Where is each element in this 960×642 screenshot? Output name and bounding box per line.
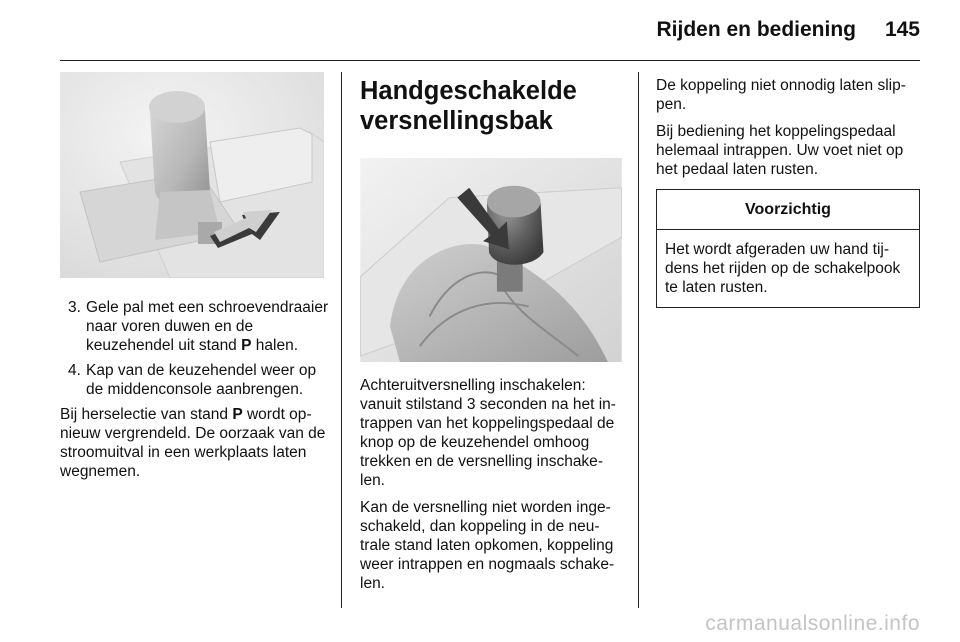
body-paragraph: Bij bediening het koppelingspedaal helemaal intrappen. Uw voet niet op het pedaal laten rusten. bbox=[656, 123, 904, 178]
step-number: 3. bbox=[68, 299, 81, 316]
body-paragraph bbox=[60, 405, 330, 481]
paragraph-text-end: wordt opnieuw vergrendeld. De oorzaak van de stroomuitval in een werkplaats laten wegnemen. bbox=[60, 406, 326, 480]
body-paragraph: Achteruitversnelling inschakelen: vanuit stilstand 3 seconden na het intrappen van het koppelingspedaal de knop op de keuzehendel omhoog trekken en de versnelling inschakelen. bbox=[360, 377, 616, 489]
caution-title: Voorzichtig bbox=[657, 190, 919, 230]
column-divider-right bbox=[638, 72, 639, 608]
step-number: 4. bbox=[68, 362, 81, 379]
instruction-steps bbox=[60, 298, 330, 399]
page-number: 145 bbox=[884, 18, 920, 41]
manual-gear-knob-illustration bbox=[360, 158, 622, 362]
paragraph-text: Bij herselectie van stand bbox=[60, 406, 233, 423]
step-text-end: halen. bbox=[251, 337, 299, 354]
header-rule bbox=[60, 60, 920, 61]
position-p-label: P bbox=[232, 406, 243, 423]
body-paragraph: De koppeling niet onnodig laten slippen. bbox=[656, 77, 906, 113]
step-text: Gele pal met een schroevendraaier naar voren duwen en de keuzehendel uit stand bbox=[86, 299, 329, 354]
position-p-label: P bbox=[241, 337, 252, 354]
step-item bbox=[60, 298, 330, 355]
page-header bbox=[0, 0, 960, 60]
step-text: Kap van de keuzehendel weer op de middenconsole aanbrengen. bbox=[86, 362, 317, 398]
body-paragraph: Kan de versnelling niet worden ingeschakeld, dan koppeling in de neutrale stand laten opkomen, koppeling weer intrappen en nogmaals schakelen. bbox=[360, 499, 615, 592]
section-heading: Handgeschakelde versnellingsbak bbox=[360, 77, 577, 135]
watermark: carmanualsonline.info bbox=[705, 612, 920, 635]
column-3 bbox=[656, 76, 920, 308]
caution-box bbox=[656, 189, 920, 308]
column-divider-left bbox=[341, 72, 342, 608]
caution-body: Het wordt afgeraden uw hand tijdens het rijden op de schakelpook te laten rusten. bbox=[665, 241, 901, 296]
selector-lever-release-illustration bbox=[60, 72, 324, 278]
step-item bbox=[60, 361, 330, 399]
section-title: Rijden en bediening bbox=[656, 18, 856, 41]
column-1 bbox=[60, 72, 330, 489]
column-2 bbox=[360, 72, 622, 601]
